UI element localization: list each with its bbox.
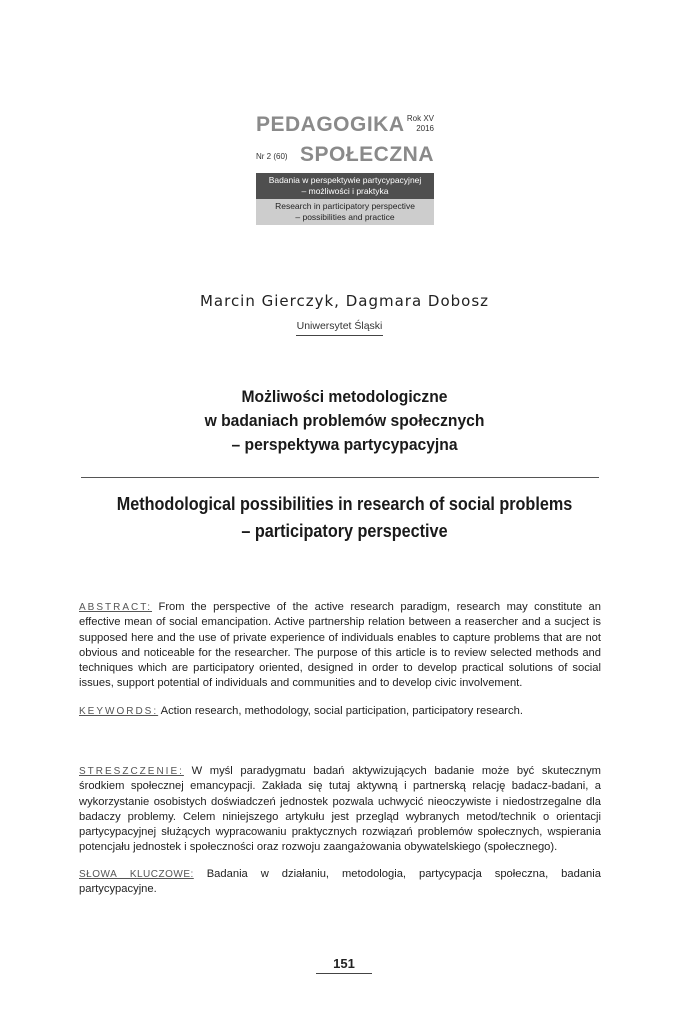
journal-title-line1: PEDAGOGIKA bbox=[256, 113, 405, 136]
theme-en-line2: – possibilities and practice bbox=[295, 212, 395, 222]
theme-pl-line1: Badania w perspektywie partycypacyjnej bbox=[268, 175, 422, 185]
keywords-text: Action research, methodology, social participation, participatory research. bbox=[160, 705, 523, 717]
abstract bbox=[79, 600, 601, 692]
streszczenie-label: STRESZCZENIE: bbox=[79, 766, 184, 777]
streszczenie-text: W myśl paradygmatu badań aktywizujących badanie może być skutecznym środkiem społecznej emancypacji. Zakłada się tutaj aktywną i partnerską relację badacz-badani, a wykorzystanie osobistych doświadczeń jednostek pozwala uchwycić nieoczywiste i niedostrzegalne dla badaczy problemy. Celem niniejszego artykułu jest przegląd wybranych metod/technik o orientacji partycypacyjnej służących wypracowaniu praktycznych rozwiązań problemów społecznych, wspierania potencjału jednostek i społeczności oraz rozwoju zaangażowania obywatelskiego (społecznego). bbox=[79, 765, 601, 854]
keywords bbox=[79, 704, 601, 719]
keywords-label: KEYWORDS: bbox=[79, 706, 159, 717]
title-pl-line2: w badaniach problemów społecznych bbox=[204, 411, 485, 430]
journal-year-label: Rok XV bbox=[406, 114, 434, 123]
journal-issue: Nr 2 (60) bbox=[256, 152, 288, 161]
journal-masthead bbox=[256, 113, 434, 225]
title-english bbox=[34, 491, 654, 545]
journal-year bbox=[407, 114, 434, 134]
streszczenie bbox=[79, 764, 601, 856]
title-divider bbox=[81, 477, 599, 478]
theme-pl-box bbox=[256, 173, 434, 199]
abstract-label: ABSTRACT: bbox=[79, 602, 153, 613]
theme-pl-line2: – możliwości i praktyka bbox=[301, 186, 389, 196]
theme-en-box bbox=[256, 199, 434, 225]
theme-en-line1: Research in participatory perspective bbox=[275, 201, 415, 211]
title-en-line2: – participatory perspective bbox=[241, 521, 448, 541]
title-polish bbox=[28, 385, 662, 457]
authors: Marcin Gierczyk, Dagmara Dobosz bbox=[199, 292, 490, 310]
slowa-kluczowe-label: SŁOWA KLUCZOWE: bbox=[79, 869, 194, 880]
journal-year-value: 2016 bbox=[416, 124, 434, 133]
slowa-kluczowe-text: Badania w działaniu, metodologia, partycypacja społeczna, badania partycypacyjne. bbox=[79, 868, 601, 896]
title-pl-line3: – perspektywa partycypacyjna bbox=[231, 435, 458, 454]
abstract-text: From the perspective of the active research paradigm, research may constitute an effective mean of social emancipation. Active partnership relation between a reasercher and a sucject is supposed here and the use of private experience of individuals enables to capture problems that are not obvious and noticeable for the researcher. The purpose of this article is to review selected methods and techniques which are participatory oriented, designed in order to develop practical solutions of social issues, support potential of individuals and communities and to develop civic involvement. bbox=[79, 601, 601, 690]
page-number: 151 bbox=[316, 956, 372, 974]
title-en-line1: Methodological possibilities in research of social problems bbox=[116, 494, 573, 514]
journal-title-line2: SPOŁECZNA bbox=[299, 143, 434, 166]
affiliation: Uniwersytet Śląski bbox=[296, 320, 383, 336]
slowa-kluczowe bbox=[79, 867, 601, 898]
title-pl-line1: Możliwości metodologiczne bbox=[241, 387, 448, 406]
